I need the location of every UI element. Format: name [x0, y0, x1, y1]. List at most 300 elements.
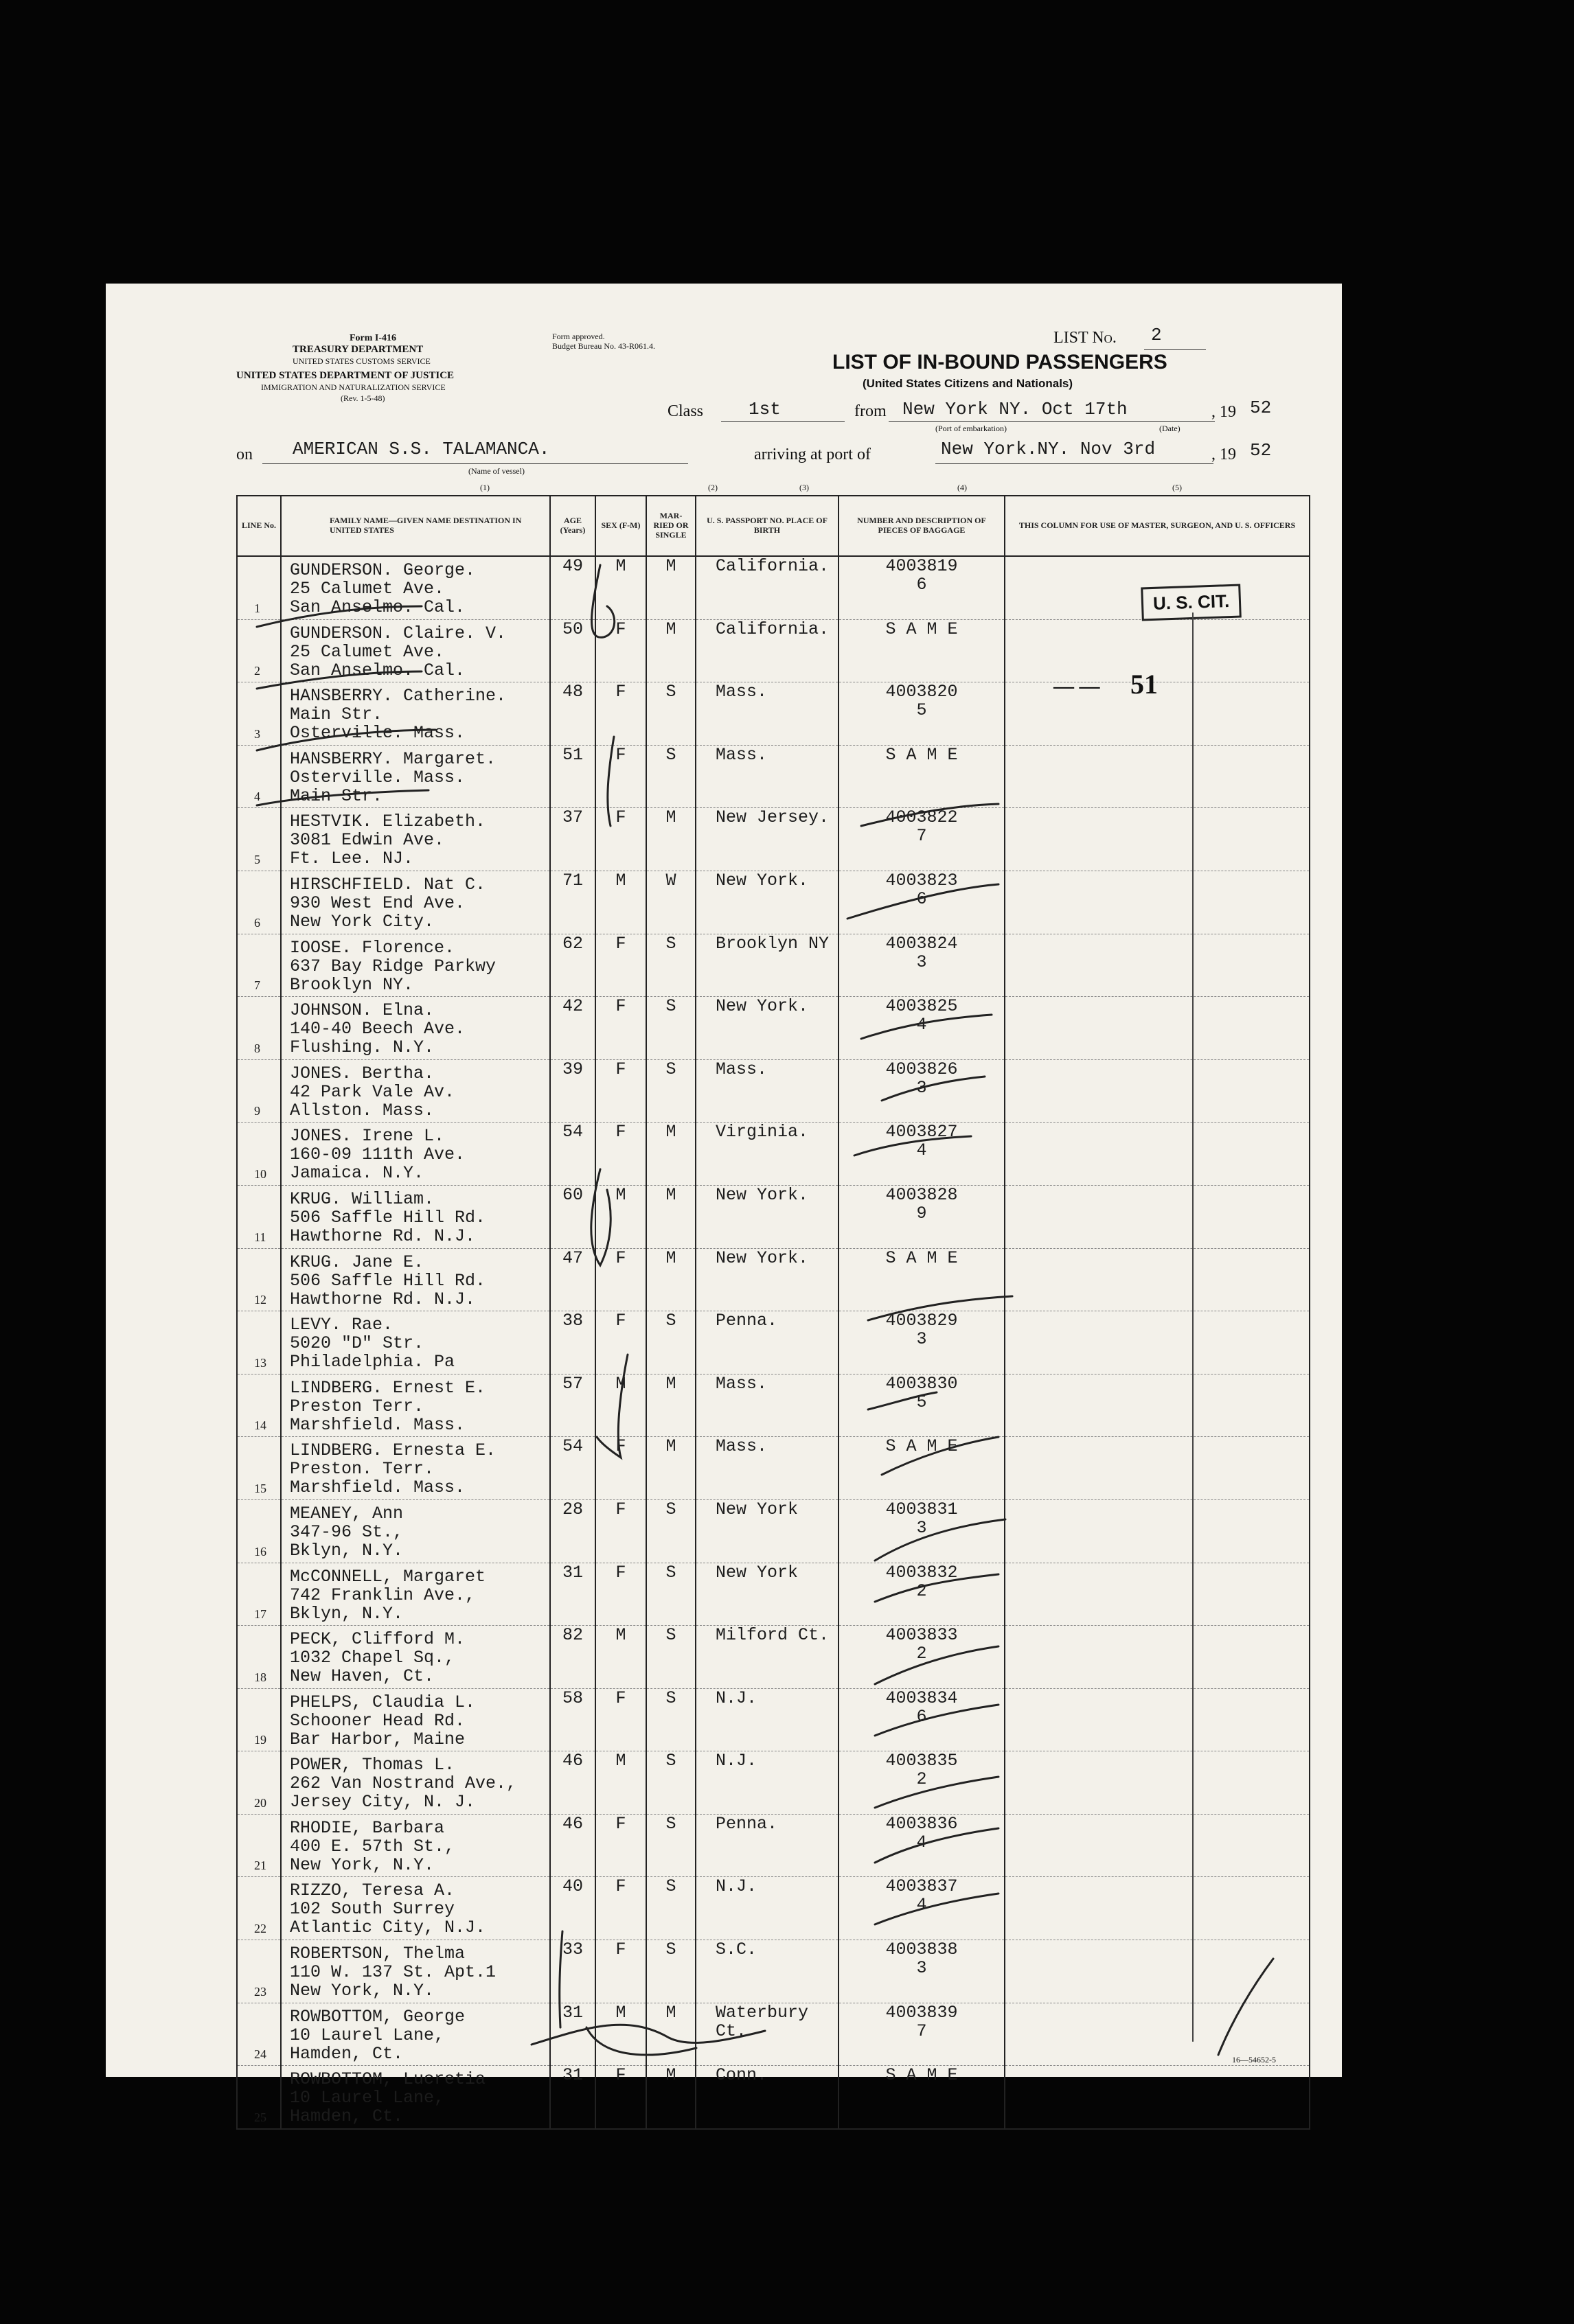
passenger-name: LINDBERG. Ernesta E. — [290, 1440, 497, 1461]
passenger-name: LEVY. Rae. — [290, 1315, 394, 1335]
birthplace-cell: New York. — [696, 871, 839, 934]
address-line-2: San Anselmo. Cal. — [290, 660, 466, 680]
baggage-pieces: 7 — [916, 826, 927, 847]
col-header-baggage: NUMBER AND DESCRIPTION OF PIECES OF BAGGAGE — [839, 496, 1005, 556]
address-line-2: San Anselmo. Cal. — [290, 597, 466, 617]
line-number-cell — [237, 1940, 281, 2003]
officers-cell — [1005, 1626, 1310, 1689]
birthplace-cell: Conn. — [696, 2066, 839, 2129]
address-line-1: 110 W. 137 St. Apt.1 — [290, 1962, 497, 1983]
sex-cell: F — [595, 682, 646, 746]
passenger-name: LINDBERG. Ernest E. — [290, 1377, 486, 1398]
address-line-1: Preston Terr. — [290, 1396, 424, 1416]
baggage-number: 4003828 — [885, 1184, 958, 1205]
year-prefix-1: , 19 — [1211, 403, 1236, 421]
vessel-name: AMERICAN S.S. TALAMANCA. — [293, 439, 550, 459]
line-number: 3 — [254, 726, 260, 741]
justice-dept: UNITED STATES DEPARTMENT OF JUSTICE — [236, 370, 455, 381]
passenger-name: JONES. Irene L. — [290, 1126, 445, 1147]
line-number: 25 — [254, 2110, 266, 2124]
table-row — [237, 1185, 1310, 1248]
baggage-number: 4003825 — [885, 996, 958, 1017]
table-row — [237, 1563, 1310, 1626]
age-cell: 82 — [550, 1626, 595, 1689]
birthplace-cell: Mass. — [696, 682, 839, 746]
address-line-2: New Haven, Ct. — [290, 1666, 435, 1687]
name-cell — [281, 745, 550, 808]
birthplace-cell: N.J. — [696, 1751, 839, 1815]
baggage-number: 4003830 — [885, 1373, 958, 1394]
annotation-51: 51 — [1130, 669, 1158, 700]
page-subtitle: (United States Citizens and Nationals) — [863, 377, 1073, 390]
officers-cell — [1005, 1563, 1310, 1626]
sex-cell: F — [595, 1940, 646, 2003]
address-line-1: Schooner Head Rd. — [290, 1710, 466, 1731]
table-row — [237, 997, 1310, 1060]
age-cell: 54 — [550, 1437, 595, 1500]
baggage-pieces: 3 — [916, 952, 927, 972]
list-number-line — [1144, 349, 1206, 350]
line-number: 15 — [254, 1481, 266, 1495]
marital-cell: S — [646, 1059, 696, 1123]
class-value: 1st — [749, 399, 781, 419]
baggage-number: S A M E — [885, 1436, 958, 1457]
baggage-number: 4003829 — [885, 1311, 958, 1331]
baggage-number: 4003833 — [885, 1625, 958, 1646]
age-cell: 57 — [550, 1374, 595, 1437]
customs-service: UNITED STATES CUSTOMS SERVICE — [293, 356, 431, 366]
manifest-sheet — [106, 284, 1342, 2127]
line-number-cell — [237, 934, 281, 997]
birthplace-cell: New Jersey. — [696, 808, 839, 871]
address-line-1: Osterville. Mass. — [290, 767, 466, 787]
line-number-cell — [237, 1248, 281, 1311]
col-header-passport: U. S. PASSPORT NO. PLACE OF BIRTH — [696, 496, 839, 556]
table-row — [237, 1499, 1310, 1563]
table-header-row — [237, 496, 1310, 556]
address-line-2: Hamden, Ct. — [290, 2043, 404, 2064]
address-line-1: 10 Laurel Lane, — [290, 2025, 445, 2045]
officers-cell — [1005, 1688, 1310, 1751]
line-number-cell — [237, 1626, 281, 1689]
baggage-number: 4003820 — [885, 682, 958, 702]
birthplace-cell: California. — [696, 619, 839, 682]
address-line-2: Bklyn, N.Y. — [290, 1603, 404, 1624]
baggage-pieces: 5 — [916, 700, 927, 721]
address-line-1: 160-09 111th Ave. — [290, 1144, 466, 1165]
baggage-cell — [839, 1123, 1005, 1186]
baggage-pieces: 2 — [916, 1769, 927, 1790]
passenger-name: MEANEY, Ann — [290, 1503, 404, 1523]
baggage-cell — [839, 1563, 1005, 1626]
marital-cell: M — [646, 1437, 696, 1500]
name-cell — [281, 556, 550, 619]
passenger-name: GUNDERSON. Claire. V. — [290, 623, 507, 643]
baggage-number: 4003824 — [885, 933, 958, 954]
sex-cell: F — [595, 1311, 646, 1374]
address-line-2: Bar Harbor, Maine — [290, 1729, 466, 1749]
sex-cell: F — [595, 1123, 646, 1186]
address-line-1: 506 Saffle Hill Rd. — [290, 1270, 486, 1291]
baggage-cell — [839, 619, 1005, 682]
passenger-name: PECK, Clifford M. — [290, 1629, 466, 1650]
table-row — [237, 871, 1310, 934]
sex-cell: F — [595, 1248, 646, 1311]
date-caption: (Date) — [1159, 424, 1180, 433]
address-line-1: Preston. Terr. — [290, 1459, 435, 1480]
line-number-cell — [237, 556, 281, 619]
col-num-2: (2) — [708, 483, 718, 492]
baggage-pieces: 3 — [916, 1517, 927, 1538]
sex-cell: F — [595, 2066, 646, 2129]
line-number: 24 — [254, 2047, 266, 2062]
on-label: on — [236, 446, 253, 463]
officers-cell — [1005, 1311, 1310, 1374]
name-cell — [281, 1626, 550, 1689]
passenger-name: HESTVIK. Elizabeth. — [290, 812, 486, 832]
baggage-cell — [839, 934, 1005, 997]
table-row — [237, 1437, 1310, 1500]
line-number-cell — [237, 1059, 281, 1123]
age-cell: 48 — [550, 682, 595, 746]
line-number-cell — [237, 745, 281, 808]
line-number: 2 — [254, 664, 260, 678]
officers-cell — [1005, 871, 1310, 934]
table-row — [237, 1814, 1310, 1877]
birthplace-cell: New York — [696, 1499, 839, 1563]
sex-cell: F — [595, 745, 646, 808]
officers-cell — [1005, 2066, 1310, 2129]
line-number: 5 — [254, 852, 260, 866]
baggage-number: 4003837 — [885, 1876, 958, 1897]
marital-cell: S — [646, 1499, 696, 1563]
baggage-cell — [839, 1374, 1005, 1437]
address-line-2: Marshfield. Mass. — [290, 1477, 466, 1498]
address-line-2: Philadelphia. Pa — [290, 1352, 455, 1372]
birthplace-cell: Virginia. — [696, 1123, 839, 1186]
list-number-value: 2 — [1151, 325, 1162, 345]
baggage-pieces: 6 — [916, 888, 927, 909]
line-number-cell — [237, 1877, 281, 1940]
line-number: 16 — [254, 1544, 266, 1558]
passenger-name: PHELPS, Claudia L. — [290, 1692, 476, 1712]
baggage-number: S A M E — [885, 1247, 958, 1268]
port-embark-caption: (Port of embarkation) — [935, 424, 1007, 433]
marital-cell: M — [646, 1185, 696, 1248]
age-cell: 31 — [550, 2003, 595, 2066]
marital-cell: M — [646, 1123, 696, 1186]
dash-mark: — — — [1053, 675, 1100, 698]
baggage-cell — [839, 871, 1005, 934]
name-cell — [281, 1688, 550, 1751]
passenger-name: ROWBOTTOM, Lucretia — [290, 2069, 486, 2090]
passenger-name: RHODIE, Barbara — [290, 1817, 445, 1838]
birthplace-cell: N.J. — [696, 1877, 839, 1940]
form-approved: Form approved. — [552, 332, 605, 341]
line-number: 7 — [254, 978, 260, 993]
baggage-number: S A M E — [885, 619, 958, 639]
line-number-cell — [237, 682, 281, 746]
address-line-1: 506 Saffle Hill Rd. — [290, 1207, 486, 1228]
marital-cell: S — [646, 1940, 696, 2003]
line-number: 11 — [254, 1230, 266, 1244]
sex-cell: M — [595, 556, 646, 619]
table-row — [237, 2003, 1310, 2066]
birthplace-cell: Penna. — [696, 1814, 839, 1877]
address-line-1: 930 West End Ave. — [290, 893, 466, 913]
baggage-cell — [839, 745, 1005, 808]
baggage-cell — [839, 1751, 1005, 1815]
passenger-name: GUNDERSON. George. — [290, 560, 476, 580]
year-prefix-2: , 19 — [1211, 446, 1236, 463]
age-cell: 60 — [550, 1185, 595, 1248]
table-row — [237, 934, 1310, 997]
col-num-5: (5) — [1172, 483, 1182, 492]
baggage-pieces: 5 — [916, 1392, 927, 1412]
vessel-caption: (Name of vessel) — [468, 466, 525, 476]
marital-cell: S — [646, 1626, 696, 1689]
address-line-2: Atlantic City, N.J. — [290, 1918, 486, 1938]
marital-cell: M — [646, 1374, 696, 1437]
marital-cell: S — [646, 1751, 696, 1815]
age-cell: 39 — [550, 1059, 595, 1123]
birthplace-cell: N.J. — [696, 1688, 839, 1751]
line-number-cell — [237, 1563, 281, 1626]
col-header-line-no: LINE No. — [237, 496, 281, 556]
table-row — [237, 1626, 1310, 1689]
table-row — [237, 1688, 1310, 1751]
officers-cell — [1005, 1877, 1310, 1940]
address-line-1: 400 E. 57th St., — [290, 1836, 455, 1856]
address-line-2: New York, N.Y. — [290, 1854, 435, 1875]
baggage-pieces: 6 — [916, 1706, 927, 1727]
officers-cell — [1005, 997, 1310, 1060]
baggage-cell — [839, 1059, 1005, 1123]
sex-cell: M — [595, 1626, 646, 1689]
name-cell — [281, 997, 550, 1060]
from-line — [889, 421, 1215, 422]
address-line-1: 140-40 Beech Ave. — [290, 1019, 466, 1039]
line-number-cell — [237, 871, 281, 934]
name-cell — [281, 1374, 550, 1437]
baggage-pieces: 4 — [916, 1140, 927, 1161]
age-cell: 62 — [550, 934, 595, 997]
col-header-sex: SEX (F-M) — [595, 496, 646, 556]
officers-cell — [1005, 1123, 1310, 1186]
baggage-cell — [839, 808, 1005, 871]
baggage-number: S A M E — [885, 2065, 958, 2086]
name-cell — [281, 619, 550, 682]
birthplace-cell: New York. — [696, 997, 839, 1060]
birthplace-cell: Mass. — [696, 745, 839, 808]
passenger-name: ROWBOTTOM, George — [290, 2006, 466, 2027]
name-cell — [281, 1499, 550, 1563]
birthplace-cell: Mass. — [696, 1437, 839, 1500]
line-number: 4 — [254, 790, 260, 804]
line-number-cell — [237, 1437, 281, 1500]
baggage-pieces: 6 — [916, 575, 927, 595]
line-number: 8 — [254, 1041, 260, 1055]
line-number-cell — [237, 997, 281, 1060]
baggage-cell — [839, 556, 1005, 619]
age-cell: 40 — [550, 1877, 595, 1940]
name-cell — [281, 1311, 550, 1374]
officers-cell — [1005, 1814, 1310, 1877]
age-cell: 51 — [550, 745, 595, 808]
age-cell: 31 — [550, 1563, 595, 1626]
line-number-cell — [237, 808, 281, 871]
marital-cell: S — [646, 682, 696, 746]
name-cell — [281, 871, 550, 934]
marital-cell: S — [646, 1563, 696, 1626]
officers-cell — [1005, 1499, 1310, 1563]
baggage-pieces: 3 — [916, 1077, 927, 1098]
passenger-name: HANSBERRY. Catherine. — [290, 686, 507, 706]
address-line-2: Hawthorne Rd. N.J. — [290, 1226, 476, 1246]
us-citizen-stamp: U. S. CIT. — [1141, 584, 1242, 621]
baggage-cell — [839, 1814, 1005, 1877]
name-cell — [281, 682, 550, 746]
sex-cell: F — [595, 1499, 646, 1563]
baggage-pieces: 4 — [916, 1832, 927, 1852]
passenger-name: ROBERTSON, Thelma — [290, 1944, 466, 1964]
baggage-number: 4003827 — [885, 1122, 958, 1142]
baggage-number: 4003826 — [885, 1059, 958, 1079]
table-row — [237, 745, 1310, 808]
baggage-pieces: 2 — [916, 1644, 927, 1664]
arriving-label: arriving at port of — [754, 446, 871, 463]
address-line-2: Main Str. — [290, 785, 383, 806]
table-row — [237, 2066, 1310, 2129]
line-number: 14 — [254, 1418, 266, 1433]
arriving-line — [935, 463, 1213, 464]
col-header-name: FAMILY NAME—GIVEN NAME DESTINATION IN UNITED STATES — [281, 496, 550, 556]
col-header-age: AGE (Years) — [550, 496, 595, 556]
table-row — [237, 1248, 1310, 1311]
baggage-cell — [839, 1940, 1005, 2003]
baggage-cell — [839, 2003, 1005, 2066]
passenger-name: HIRSCHFIELD. Nat C. — [290, 874, 486, 895]
officers-cell — [1005, 934, 1310, 997]
address-line-1: 262 Van Nostrand Ave., — [290, 1773, 517, 1794]
table-row — [237, 1123, 1310, 1186]
baggage-cell — [839, 1626, 1005, 1689]
name-cell — [281, 808, 550, 871]
address-line-1: 10 Laurel Lane, — [290, 2088, 445, 2108]
name-cell — [281, 1563, 550, 1626]
birthplace-cell: New York. — [696, 1248, 839, 1311]
line-number: 6 — [254, 915, 260, 930]
marital-cell: M — [646, 556, 696, 619]
marital-cell: S — [646, 1688, 696, 1751]
address-line-2: Jamaica. N.Y. — [290, 1163, 424, 1184]
baggage-pieces: 3 — [916, 1958, 927, 1979]
baggage-number: 4003819 — [885, 556, 958, 576]
birthplace-cell: California. — [696, 556, 839, 619]
line-number: 12 — [254, 1293, 266, 1307]
line-number: 22 — [254, 1922, 266, 1936]
line-number: 17 — [254, 1607, 266, 1622]
col-num-3: (3) — [799, 483, 809, 492]
address-line-2: Ft. Lee. NJ. — [290, 849, 414, 869]
baggage-number: 4003823 — [885, 870, 958, 890]
marital-cell: S — [646, 1877, 696, 1940]
table-row — [237, 1059, 1310, 1123]
baggage-number: 4003832 — [885, 1562, 958, 1583]
baggage-cell — [839, 997, 1005, 1060]
birthplace-cell: Waterbury Ct. — [696, 2003, 839, 2066]
baggage-cell — [839, 1311, 1005, 1374]
col-header-officers: THIS COLUMN FOR USE OF MASTER, SURGEON, AND U. S. OFFICERS — [1005, 496, 1310, 556]
baggage-pieces: 9 — [916, 1203, 927, 1223]
line-number-cell — [237, 1311, 281, 1374]
line-number: 21 — [254, 1859, 266, 1873]
age-cell: 31 — [550, 2066, 595, 2129]
col-header-married: MAR-RIED OR SINGLE — [646, 496, 696, 556]
sex-cell: F — [595, 1814, 646, 1877]
officers-cell — [1005, 745, 1310, 808]
class-line — [721, 421, 845, 422]
baggage-cell — [839, 1437, 1005, 1500]
birthplace-cell: Mass. — [696, 1059, 839, 1123]
line-number-cell — [237, 1751, 281, 1815]
from-value: New York NY. Oct 17th — [902, 399, 1128, 419]
baggage-number: S A M E — [885, 744, 958, 765]
address-line-2: Bklyn, N.Y. — [290, 1540, 404, 1561]
line-number-cell — [237, 1814, 281, 1877]
age-cell: 33 — [550, 1940, 595, 2003]
year-suffix-2: 52 — [1250, 440, 1272, 461]
marital-cell: M — [646, 2066, 696, 2129]
sex-cell: F — [595, 619, 646, 682]
marital-cell: W — [646, 871, 696, 934]
line-number: 1 — [254, 601, 260, 615]
baggage-number: 4003835 — [885, 1751, 958, 1771]
age-cell: 28 — [550, 1499, 595, 1563]
sex-cell: F — [595, 1437, 646, 1500]
age-cell: 42 — [550, 997, 595, 1060]
sex-cell: F — [595, 1688, 646, 1751]
line-number: 20 — [254, 1795, 266, 1810]
line-number: 19 — [254, 1733, 266, 1747]
passenger-name: HANSBERRY. Margaret. — [290, 748, 497, 769]
passenger-name: POWER, Thomas L. — [290, 1755, 455, 1775]
baggage-cell — [839, 1248, 1005, 1311]
officers-cell — [1005, 1248, 1310, 1311]
col-num-1: (1) — [480, 483, 490, 492]
officers-cell — [1005, 1437, 1310, 1500]
age-cell: 71 — [550, 871, 595, 934]
marital-cell: M — [646, 808, 696, 871]
line-number-cell — [237, 2066, 281, 2129]
name-cell — [281, 1248, 550, 1311]
table-row — [237, 1940, 1310, 2003]
page-title: LIST OF IN-BOUND PASSENGERS — [832, 351, 1167, 373]
baggage-pieces: 4 — [916, 1895, 927, 1915]
sex-cell: M — [595, 871, 646, 934]
birthplace-cell: New York — [696, 1563, 839, 1626]
age-cell: 58 — [550, 1688, 595, 1751]
address-line-2: Jersey City, N. J. — [290, 1792, 476, 1813]
address-line-1: 102 South Surrey — [290, 1899, 455, 1920]
address-line-2: New York City. — [290, 911, 435, 932]
treasury-dept: TREASURY DEPARTMENT — [293, 344, 424, 355]
class-label: Class — [668, 402, 704, 420]
age-cell: 49 — [550, 556, 595, 619]
age-cell: 46 — [550, 1751, 595, 1815]
line-number: 23 — [254, 1984, 266, 1999]
table-row — [237, 1751, 1310, 1815]
